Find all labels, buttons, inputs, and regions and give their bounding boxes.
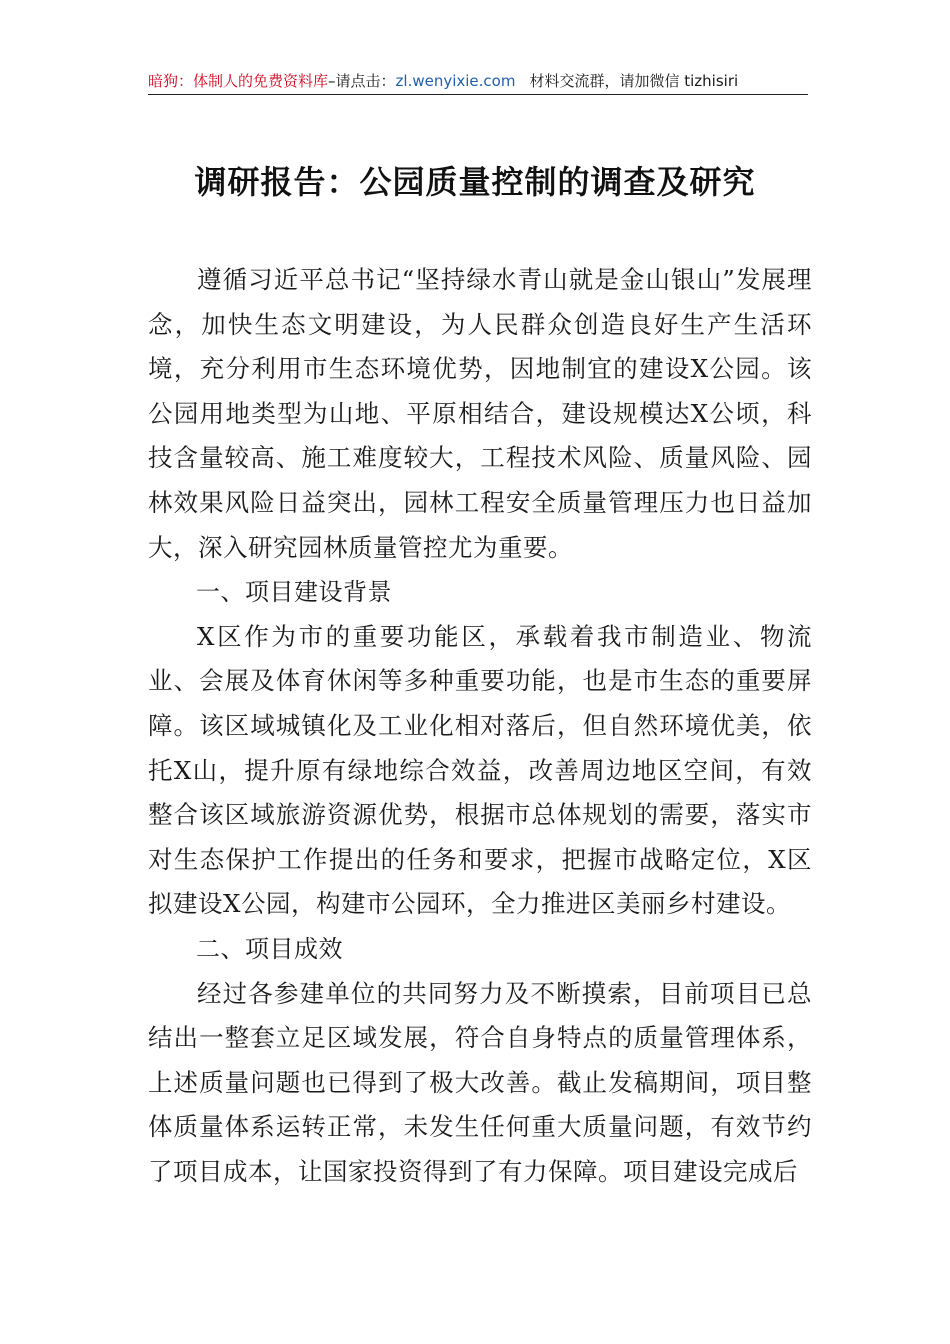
header-click-label: –请点击： [328,72,396,90]
header-url-link[interactable]: zl.wenyixie.com [395,72,516,90]
promo-header [148,70,808,95]
section-paragraph-background: X区作为市的重要功能区，承载着我市制造业、物流业、会展及体育休闲等多种重要功能，也是市生态的重要屏障。该区域城镇化及工业化相对落后，但自然环境优美，依托X山，提升原有绿地综合效益，改善周边地区空间，有效整合该区域旅游资源优势，根据市总体规划的需要，落实市对生态保护工作提出的任务和要求，把握市战略定位，X区拟建设X公园，构建市公园环，全力推进区美丽乡村建设。 [148,621,812,919]
header-site-label: 暗狗：体制人的免费资料库 [148,72,329,90]
section-paragraph-results: 经过各参建单位的共同努力及不断摸索，目前项目已总结出一整套立足区域发展，符合自身特点的质量管理体系，上述质量问题也已得到了极大改善。截止发稿期间，项目整体质量体系运转正常，未发生任何重大质量问题，有效节约了项目成本，让国家投资得到了有力保障。项目建设完成后 [148,978,812,1186]
section-heading-background: 一、项目建设背景 [196,578,392,607]
intro-paragraph: 遵循习近平总书记“坚持绿水青山就是金山银山”发展理念，加快生态文明建设，为人民群众创造良好生产生活环境，充分利用市生态环境优势，因地制宜的建设X公园。该公园用地类型为山地、平原相结合，建设规模达X公顷，科技含量较高、施工难度较大，工程技术风险、质量风险、园林效果风险日益突出，园林工程安全质量管理压力也日益加大，深入研究园林质量管控尤为重要。 [148,265,812,562]
document-body [148,258,812,1194]
section-heading-results: 二、项目成效 [196,934,343,963]
header-group-text: 材料交流群，请加微信 tizhisiri [529,72,739,90]
document-title: 调研报告：公园质量控制的调查及研究 [194,163,756,201]
